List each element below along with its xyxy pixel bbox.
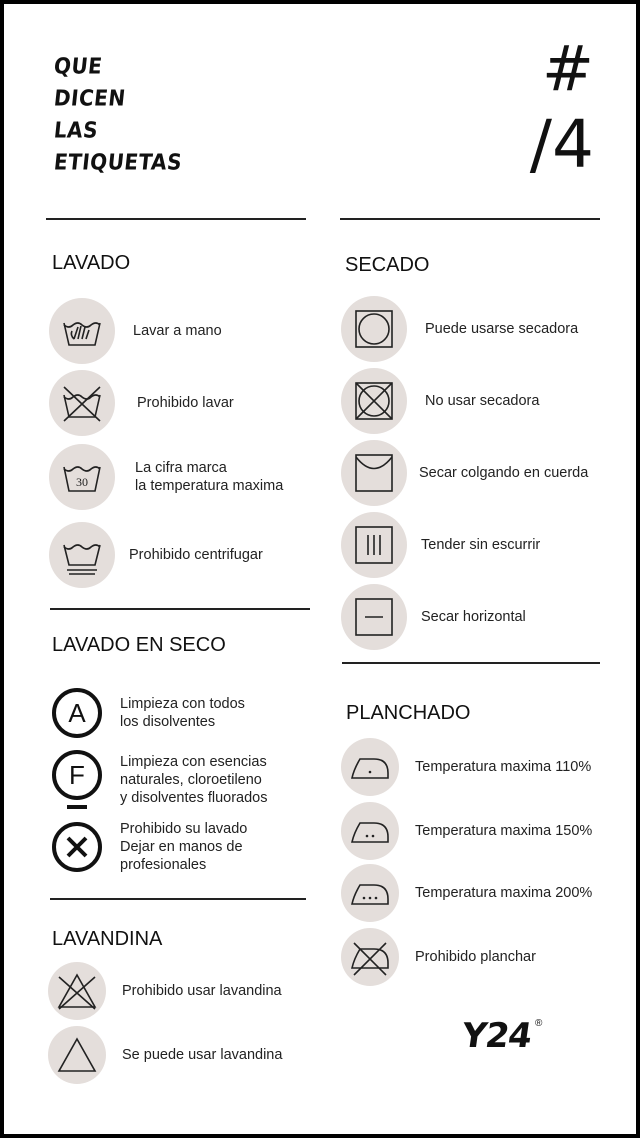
- wash-temperature: 30: [76, 475, 88, 489]
- wash-no-spin-icon: [49, 522, 115, 588]
- item-label: Limpieza con todos los disolventes: [120, 696, 245, 730]
- item-label: Secar horizontal: [421, 609, 526, 625]
- section-heading-secado: SECADO: [345, 254, 430, 276]
- list-item: [341, 440, 588, 506]
- iron-high-icon: [341, 864, 399, 922]
- divider: [50, 608, 310, 610]
- divider: [50, 898, 306, 900]
- item-label: Puede usarse secadora: [425, 321, 579, 337]
- no-bleach-icon: [48, 962, 106, 1020]
- item-label: Temperatura maxima 150%: [415, 823, 593, 839]
- brand-logo: Y24: [459, 1016, 534, 1056]
- section-heading-lavado: LAVADO: [52, 252, 131, 274]
- title-line-3: LAS: [52, 116, 100, 144]
- item-label: Temperatura maxima 110%: [415, 759, 592, 775]
- section-heading-lavado-seco: LAVADO EN SECO: [52, 634, 226, 656]
- iron-medium-icon: [341, 802, 399, 860]
- item-label: La cifra marca la temperatura maxima: [135, 460, 284, 494]
- list-item: [48, 962, 282, 1020]
- list-item: [49, 370, 234, 436]
- tumble-dry-icon: [341, 296, 407, 362]
- flat-dry-icon: [341, 584, 407, 650]
- list-item: [49, 444, 283, 510]
- divider: [342, 662, 600, 664]
- svg-text:A: A: [68, 698, 86, 728]
- title-line-1: QUE: [52, 52, 104, 80]
- list-item: [50, 748, 268, 812]
- list-item: [341, 864, 592, 922]
- no-wash-icon: [49, 370, 115, 436]
- item-label: Lavar a mano: [133, 323, 222, 339]
- line-dry-icon: [341, 440, 407, 506]
- item-label: Temperatura maxima 200%: [415, 885, 593, 901]
- list-item: [48, 1026, 282, 1084]
- drip-dry-icon: [341, 512, 407, 578]
- item-label: No usar secadora: [425, 393, 540, 409]
- wash-30-icon: [49, 444, 115, 510]
- no-tumble-dry-icon: [341, 368, 407, 434]
- section-heading-lavandina: LAVANDINA: [52, 928, 163, 950]
- item-label: Prohibido lavar: [137, 395, 234, 411]
- hand-wash-icon: [49, 298, 115, 364]
- issue-hash: #: [542, 32, 594, 105]
- dry-clean-a-icon: [50, 686, 104, 740]
- title-line-4: ETIQUETAS: [52, 148, 184, 176]
- item-label: Secar colgando en cuerda: [419, 465, 589, 481]
- list-item: [341, 738, 591, 796]
- infographic-card: [4, 4, 636, 1134]
- item-label: Se puede usar lavandina: [122, 1047, 283, 1063]
- item-label: Tender sin escurrir: [421, 537, 541, 553]
- list-item: [49, 522, 263, 588]
- list-item: [341, 512, 540, 578]
- divider: [46, 218, 306, 220]
- registered-mark: ®: [535, 1018, 543, 1029]
- no-dry-clean-icon: [50, 820, 104, 874]
- bleach-icon: [48, 1026, 106, 1084]
- list-item: [50, 820, 247, 874]
- list-item: [341, 802, 592, 860]
- item-label: Prohibido su lavado Dejar en manos de profesionales: [120, 821, 248, 873]
- item-label: Limpieza con esencias naturales, cloroetileno y disolventes fluorados: [120, 754, 268, 806]
- item-label: Prohibido usar lavandina: [122, 983, 282, 999]
- issue-number: /4: [529, 106, 594, 183]
- list-item: [50, 686, 245, 740]
- section-heading-planchado: PLANCHADO: [346, 702, 471, 724]
- svg-text:F: F: [69, 760, 85, 790]
- list-item: [341, 928, 536, 986]
- no-iron-icon: [341, 928, 399, 986]
- divider: [340, 218, 600, 220]
- list-item: [341, 368, 539, 434]
- item-label: Prohibido centrifugar: [129, 547, 263, 563]
- list-item: [341, 584, 526, 650]
- list-item: [49, 298, 222, 364]
- dry-clean-f-icon: [50, 748, 104, 812]
- title-line-2: DICEN: [52, 84, 128, 112]
- item-label: Prohibido planchar: [415, 949, 536, 965]
- list-item: [341, 296, 578, 362]
- iron-low-icon: [341, 738, 399, 796]
